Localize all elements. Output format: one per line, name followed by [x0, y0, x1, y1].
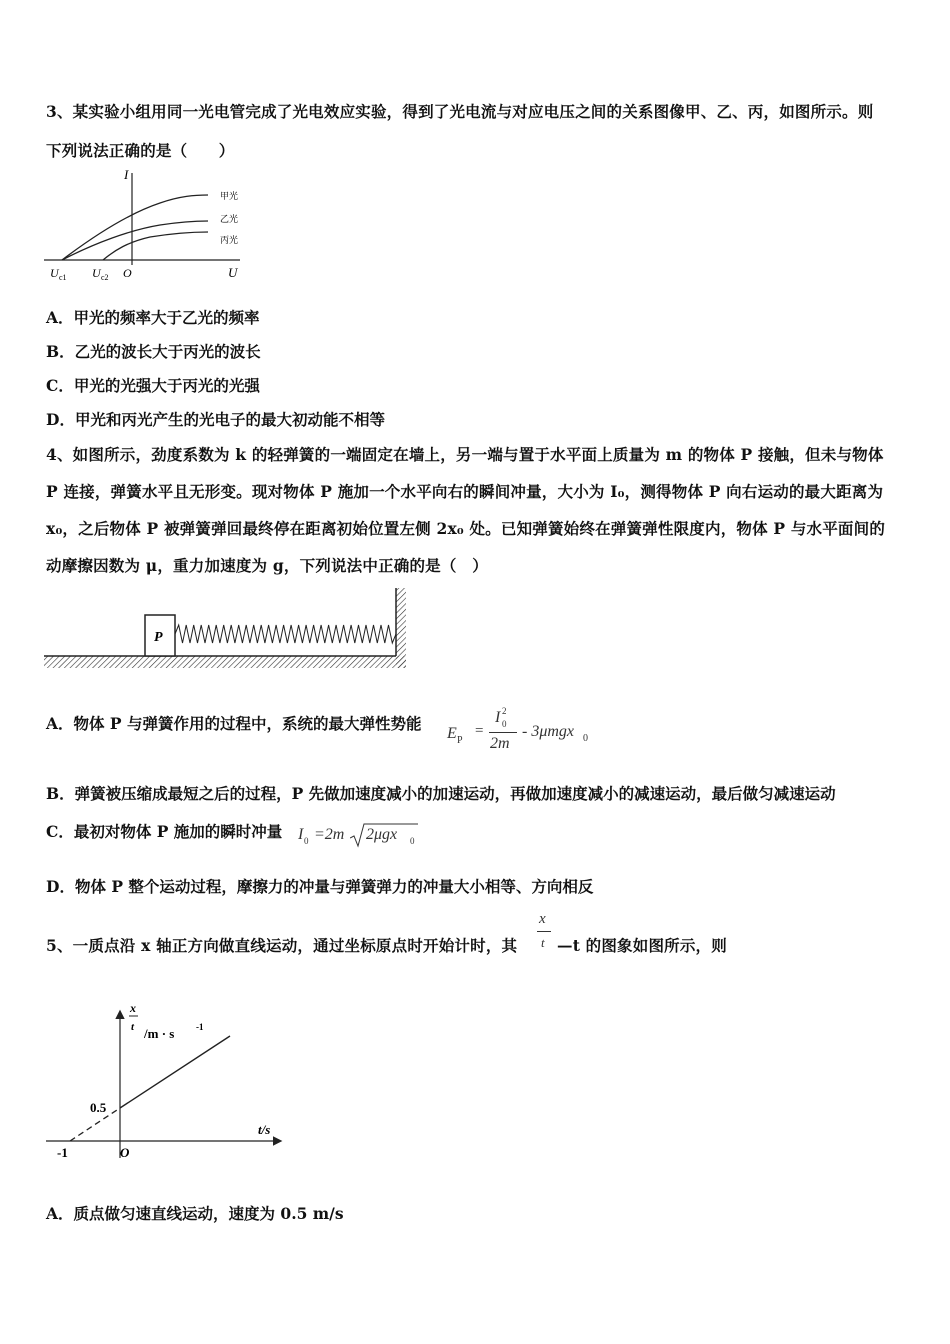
q5-t-label: t/s: [258, 1122, 271, 1137]
q5-frac-num: x: [539, 911, 546, 927]
q4-fa-num: I: [495, 709, 501, 726]
q3-uc1-sub: c1: [59, 273, 67, 282]
q4-option-a: A．物体 P 与弹簧作用的过程中，系统的最大弹性势能: [46, 714, 422, 733]
q4-fa-tail: - 3μmgx: [522, 723, 575, 740]
q3-uc2-label: U: [92, 266, 101, 280]
q4-floor-hatch: [44, 656, 406, 668]
q4-fa-lhs: E: [447, 725, 457, 742]
q5-solid-line: [120, 1036, 230, 1108]
q5-stem-fraction: [536, 911, 552, 955]
q4-option-d: D．物体 P 整个运动过程，摩擦力的冲量与弹簧弹力的冲量大小相等、方向相反: [46, 877, 594, 896]
q3-label-yi: 乙光: [220, 214, 239, 224]
q3-option-c: C．甲光的光强大于丙光的光强: [46, 376, 260, 395]
q4-fa-tail-sub: 0: [583, 733, 588, 744]
q5-stem-before: 5、一质点沿 x 轴正方向做直线运动，通过坐标原点时开始计时，其: [46, 936, 518, 955]
q4-fa-frac-bar: [489, 732, 517, 733]
q3-photoelectric-graph: [40, 165, 260, 285]
q5-intercept-y: 0.5: [90, 1100, 107, 1115]
q3-curve-yi: [62, 221, 208, 260]
q4-fa-eq: =: [475, 723, 484, 739]
q4-option-c: C．最初对物体 P 施加的瞬时冲量: [46, 822, 283, 841]
q4-stem-line3: x₀，之后物体 P 被弹簧弹回最终停在距离初始位置左侧 2x₀ 处。已知弹簧始终在弹簧弹性限度内，物体 P 与水平面间的: [46, 519, 886, 538]
q5-option-a: A．质点做匀速直线运动，速度为 0.5 m/s: [46, 1204, 344, 1223]
q5-intercept-x: -1: [57, 1145, 68, 1160]
q4-fa-lhs-sub: P: [457, 735, 463, 746]
q4-wall-hatch: [396, 588, 406, 668]
q4-spring: [175, 625, 396, 643]
q3-option-b: B．乙光的波长大于丙光的波长: [46, 342, 261, 361]
q3-curve-jia: [62, 195, 208, 260]
q5-frac-bar: [537, 931, 551, 932]
q4-stem-line4: 动摩擦因数为 μ，重力加速度为 g，下列说法中正确的是（ ）: [46, 556, 488, 575]
q5-y-unit-sup: -1: [196, 1022, 204, 1032]
q5-origin: O: [120, 1145, 130, 1160]
q4-block-label: P: [154, 630, 163, 645]
q4-stem-line2: P 连接，弹簧水平且无形变。现对物体 P 施加一个水平向右的瞬间冲量，大小为 I₀，测得物体 P 向右运动的最大距离为: [46, 482, 884, 501]
q4-fc-radicand-sub: 0: [410, 836, 415, 846]
q4-spring-figure: [44, 586, 410, 672]
q4-stem-line1: 4、如图所示，劲度系数为 k 的轻弹簧的一端固定在墙上，另一端与置于水平面上质量为 m 的物体 P 接触，但未与物体: [46, 445, 884, 464]
q4-fa-num-sup: 2: [502, 706, 507, 716]
q4-formula-c: [296, 820, 426, 852]
q3-label-jia: 甲光: [220, 191, 239, 201]
q4-option-b: B．弹簧被压缩成最短之后的过程，P 先做加速度减小的加速运动，再做加速度减小的减速运动，最后做匀减速运动: [46, 784, 836, 803]
q4-fa-num-sub: 0: [502, 719, 507, 729]
q3-stem-line2: 下列说法正确的是（ ）: [46, 141, 235, 160]
q4-fc-radicand: 2μgx: [366, 826, 398, 843]
q5-stem-after: —t 的图象如图所示，则: [557, 936, 727, 955]
q5-xt-graph: [44, 1000, 294, 1170]
q4-fc-lhs-sub: 0: [304, 836, 309, 846]
q5-y-label-den: t: [131, 1021, 135, 1033]
q5-frac-den: t: [541, 935, 545, 950]
q3-option-d: D．甲光和丙光产生的光电子的最大初动能不相等: [46, 410, 385, 429]
q3-option-a: A．甲光的频率大于乙光的频率: [46, 308, 260, 327]
q4-fc-rhs: =2m: [314, 826, 345, 843]
q4-fc-lhs: I: [298, 826, 304, 843]
q3-uc1-label: U: [50, 266, 59, 280]
q3-uc2-sub: c2: [101, 273, 109, 282]
q3-label-bing: 丙光: [220, 235, 239, 245]
q3-axis-u-label: U: [228, 265, 238, 280]
q4-formula-a: [445, 707, 605, 755]
q3-axis-i-label: I: [124, 167, 129, 182]
q5-y-label-num: x: [130, 1001, 136, 1015]
q3-stem-line1: 3、某实验小组用同一光电管完成了光电效应实验，得到了光电流与对应电压之间的关系图像甲、乙、丙，如图所示。则: [46, 102, 874, 121]
q5-y-unit: /m · s: [144, 1026, 175, 1041]
q3-origin-label: O: [123, 266, 132, 280]
q4-fa-den: 2m: [490, 735, 510, 752]
